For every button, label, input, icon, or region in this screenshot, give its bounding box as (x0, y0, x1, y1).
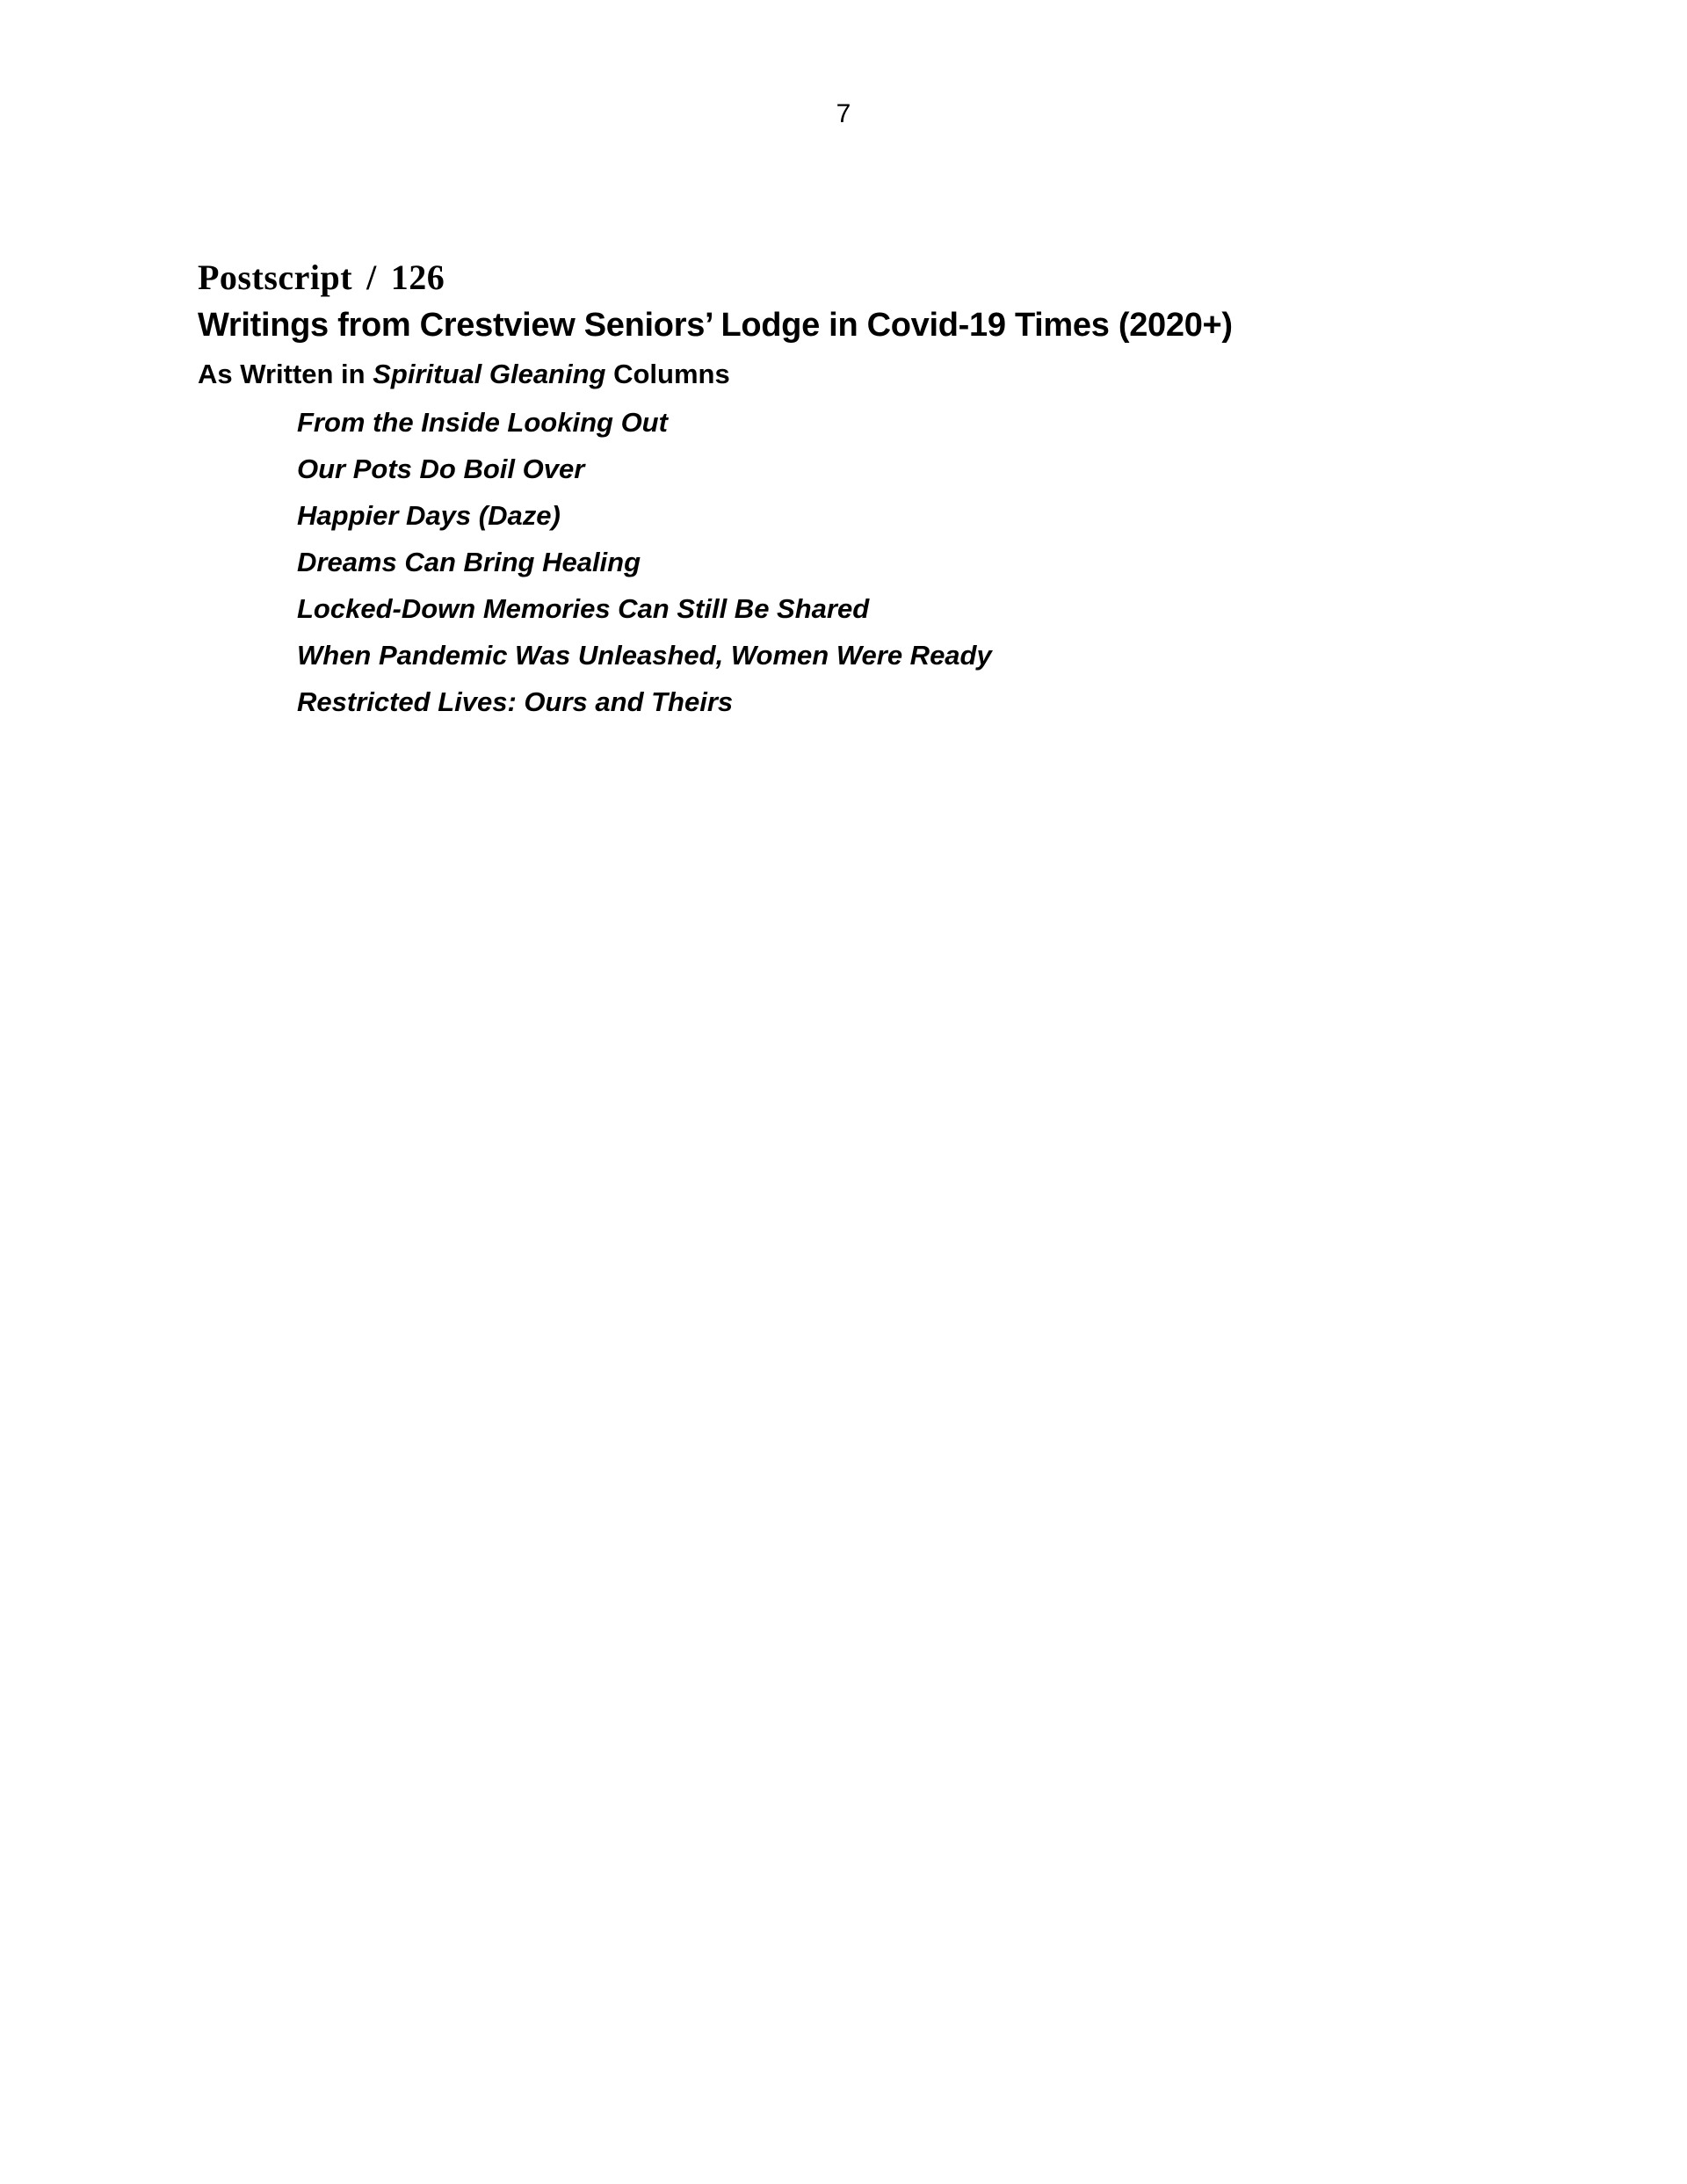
subtitle-suffix: Columns (605, 359, 730, 389)
subtitle-emphasis: Spiritual Gleaning (373, 359, 606, 389)
page-number: 7 (836, 99, 851, 128)
list-item: From the Inside Looking Out (297, 407, 668, 438)
list-item: Dreams Can Bring Healing (297, 547, 641, 577)
list-item: Restricted Lives: Ours and Theirs (297, 686, 734, 717)
list-item: When Pandemic Was Unleashed, Women Were Ready (297, 640, 992, 671)
list-item: Happier Days (Daze) (297, 500, 561, 531)
subtitle-prefix: As Written in (198, 359, 373, 389)
postscript-label: Postscript (198, 258, 353, 297)
toc-section (198, 257, 1516, 725)
subtitle (198, 353, 1516, 395)
column-list (198, 399, 1516, 725)
postscript-separator: / (366, 258, 377, 297)
list-item: Our Pots Do Boil Over (297, 453, 585, 484)
postscript-page: 126 (390, 258, 445, 297)
section-title: Writings from Crestview Seniors’ Lodge in Covid-19 Times (2020+) (198, 307, 1233, 344)
list-item: Locked-Down Memories Can Still Be Shared (297, 593, 870, 624)
postscript-heading (198, 257, 1516, 299)
